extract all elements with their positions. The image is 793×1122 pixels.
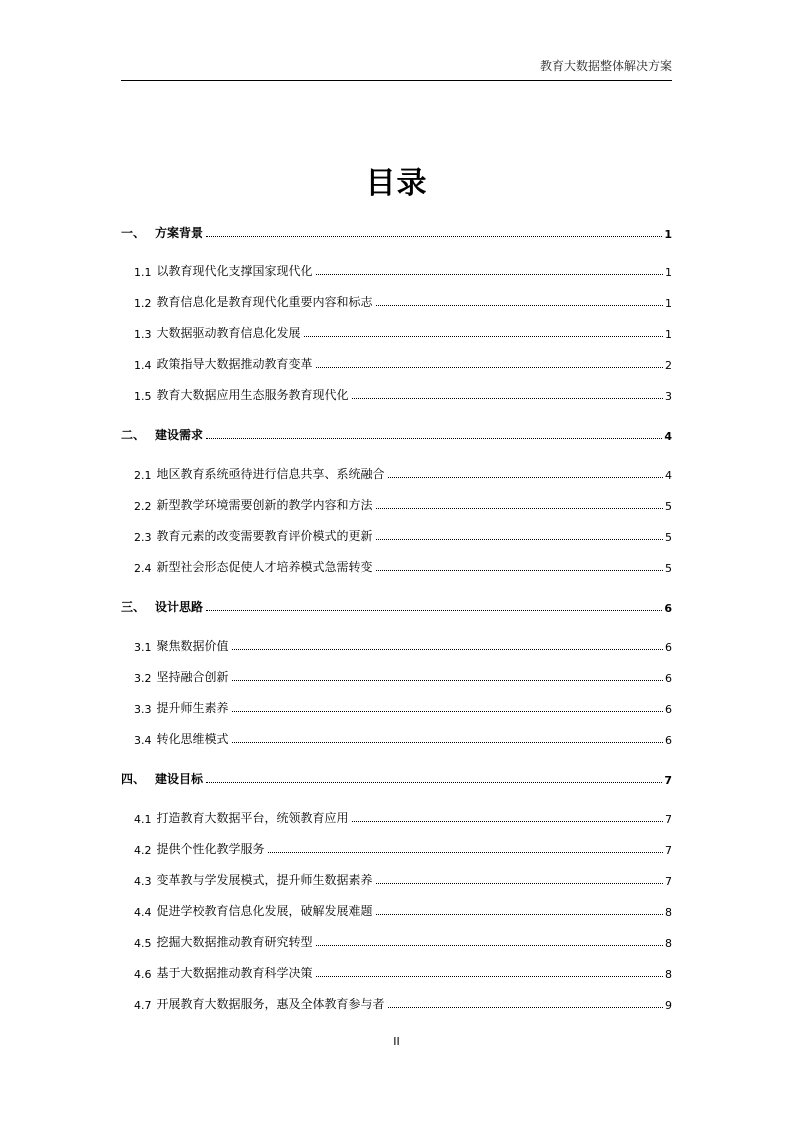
- toc-dot-leader: [232, 649, 663, 650]
- toc-section-entry[interactable]: [121, 769, 672, 787]
- toc-entry-page: 7: [665, 844, 672, 857]
- toc-entry-title: 教育信息化是教育现代化重要内容和标志: [156, 295, 373, 309]
- toc-dot-leader: [376, 914, 663, 915]
- toc-entry-title: 教育大数据应用生态服务教育现代化: [156, 388, 349, 402]
- toc-subsection-entry[interactable]: [121, 870, 672, 888]
- toc-entry-page: 4: [664, 430, 672, 443]
- toc-entry-page: 8: [665, 937, 672, 950]
- toc-subsection-entry[interactable]: [121, 323, 672, 341]
- toc-section-entry[interactable]: [121, 597, 672, 615]
- toc-subsection-entry[interactable]: [121, 495, 672, 513]
- toc-entry-title: 方案背景: [155, 226, 204, 240]
- toc-entry-page: 5: [665, 531, 672, 544]
- toc-subsection-entry[interactable]: [121, 557, 672, 575]
- toc-entry-page: 9: [665, 999, 672, 1012]
- toc-entry-title: 新型社会形态促使人才培养模式急需转变: [156, 560, 373, 574]
- toc-entry-number: 2.2: [134, 500, 152, 513]
- toc-entry-page: 8: [665, 906, 672, 919]
- toc-entry-page: 2: [665, 359, 672, 372]
- toc-dot-leader: [206, 782, 662, 783]
- toc-entry-number: 3.2: [134, 672, 152, 685]
- toc-entry-title: 打造教育大数据平台，统领教育应用: [156, 811, 349, 825]
- toc-dot-leader: [376, 883, 663, 884]
- toc-entry-number: 2.4: [134, 562, 152, 575]
- toc-dot-leader: [232, 742, 663, 743]
- page-number: II: [393, 1035, 400, 1048]
- toc-subsection-entry[interactable]: [121, 963, 672, 981]
- toc-section-entry[interactable]: [121, 425, 672, 443]
- toc-entry-title: 设计思路: [155, 600, 204, 614]
- toc-subsection-entry[interactable]: [121, 698, 672, 716]
- toc-entry-number: 四、: [121, 772, 146, 786]
- toc-entry-number: 2.3: [134, 531, 152, 544]
- toc-entry-page: 1: [665, 266, 672, 279]
- toc-entry-number: 2.1: [134, 469, 152, 482]
- toc-entry-title: 建设需求: [155, 428, 204, 442]
- toc-subsection-entry[interactable]: [121, 808, 672, 826]
- toc-dot-leader: [352, 821, 663, 822]
- toc-entry-number: 4.4: [134, 906, 152, 919]
- toc-entry-page: 6: [665, 672, 672, 685]
- toc-entry-number: 一、: [121, 226, 146, 240]
- toc-entry-page: 6: [665, 641, 672, 654]
- toc-entry-number: 4.2: [134, 844, 152, 857]
- toc-entry-page: 5: [665, 562, 672, 575]
- header-divider: [121, 80, 672, 81]
- toc-entry-title: 新型教学环境需要创新的教学内容和方法: [156, 498, 373, 512]
- toc-entry-number: 1.3: [134, 328, 152, 341]
- toc-dot-leader: [388, 477, 663, 478]
- toc-entry-title: 坚持融合创新: [156, 670, 229, 684]
- toc-entry-number: 4.1: [134, 813, 152, 826]
- toc-subsection-entry[interactable]: [121, 261, 672, 279]
- toc-entry-title: 提供个性化教学服务: [156, 842, 265, 856]
- toc-dot-leader: [232, 711, 663, 712]
- toc-dot-leader: [304, 336, 663, 337]
- toc-entry-page: 3: [665, 390, 672, 403]
- toc-subsection-entry[interactable]: [121, 292, 672, 310]
- toc-entry-number: 4.3: [134, 875, 152, 888]
- toc-dot-leader: [352, 398, 663, 399]
- toc-dot-leader: [232, 680, 663, 681]
- toc-subsection-entry[interactable]: [121, 932, 672, 950]
- toc-entry-title: 大数据驱动教育信息化发展: [156, 326, 301, 340]
- toc-dot-leader: [206, 438, 662, 439]
- toc-dot-leader: [316, 367, 663, 368]
- toc-subsection-entry[interactable]: [121, 839, 672, 857]
- toc-entry-page: 6: [665, 734, 672, 747]
- toc-entry-number: 3.1: [134, 641, 152, 654]
- toc-entry-title: 建设目标: [155, 772, 204, 786]
- toc-subsection-entry[interactable]: [121, 636, 672, 654]
- toc-dot-leader: [206, 610, 662, 611]
- toc-entry-page: 5: [665, 500, 672, 513]
- toc-title: 目录: [365, 166, 428, 201]
- toc-entry-title: 聚焦数据价值: [156, 639, 229, 653]
- toc-entry-page: 1: [664, 228, 672, 241]
- toc-dot-leader: [316, 976, 663, 977]
- toc-entry-title: 地区教育系统亟待进行信息共享、系统融合: [156, 467, 385, 481]
- toc-subsection-entry[interactable]: [121, 464, 672, 482]
- toc-section-entry[interactable]: [121, 223, 672, 241]
- toc-entry-page: 8: [665, 968, 672, 981]
- toc-entry-number: 1.2: [134, 297, 152, 310]
- toc-subsection-entry[interactable]: [121, 526, 672, 544]
- toc-entry-title: 挖掘大数据推动教育研究转型: [156, 935, 313, 949]
- toc-entry-number: 3.4: [134, 734, 152, 747]
- toc-subsection-entry[interactable]: [121, 901, 672, 919]
- header-title: 教育大数据整体解决方案: [539, 59, 672, 73]
- toc-entry-number: 1.4: [134, 359, 152, 372]
- toc-entry-title: 变革教与学发展模式，提升师生数据素养: [156, 873, 373, 887]
- toc-dot-leader: [376, 508, 663, 509]
- toc-entry-page: 1: [665, 328, 672, 341]
- toc-dot-leader: [388, 1007, 663, 1008]
- toc-subsection-entry[interactable]: [121, 385, 672, 403]
- toc-entry-page: 4: [665, 469, 672, 482]
- toc-entry-number: 三、: [121, 600, 146, 614]
- toc-subsection-entry[interactable]: [121, 354, 672, 372]
- toc-entry-number: 4.7: [134, 999, 152, 1012]
- toc-entry-page: 6: [664, 602, 672, 615]
- toc-subsection-entry[interactable]: [121, 729, 672, 747]
- toc-entry-number: 4.6: [134, 968, 152, 981]
- toc-entry-title: 教育元素的改变需要教育评价模式的更新: [156, 529, 373, 543]
- toc-subsection-entry[interactable]: [121, 667, 672, 685]
- toc-dot-leader: [268, 852, 663, 853]
- toc-entry-number: 二、: [121, 428, 146, 442]
- toc-entry-number: 1.1: [134, 266, 152, 279]
- toc-dot-leader: [206, 236, 662, 237]
- toc-entry-title: 转化思维模式: [156, 732, 229, 746]
- toc-entry-page: 7: [664, 774, 672, 787]
- toc-entry-number: 1.5: [134, 390, 152, 403]
- toc-dot-leader: [376, 570, 663, 571]
- toc-subsection-entry[interactable]: [121, 994, 672, 1012]
- toc-entry-page: 7: [665, 813, 672, 826]
- toc-entry-page: 7: [665, 875, 672, 888]
- toc-entry-title: 以教育现代化支撑国家现代化: [156, 264, 313, 278]
- toc-entry-title: 政策指导大数据推动教育变革: [156, 357, 313, 371]
- toc-dot-leader: [376, 539, 663, 540]
- toc-dot-leader: [316, 274, 663, 275]
- toc-dot-leader: [376, 305, 663, 306]
- toc-entry-title: 提升师生素养: [156, 701, 229, 715]
- toc-entry-number: 4.5: [134, 937, 152, 950]
- toc-entry-title: 促进学校教育信息化发展，破解发展难题: [156, 904, 373, 918]
- toc-entry-number: 3.3: [134, 703, 152, 716]
- toc-entry-title: 基于大数据推动教育科学决策: [156, 966, 313, 980]
- toc-entry-page: 1: [665, 297, 672, 310]
- toc-dot-leader: [316, 945, 663, 946]
- toc-entry-title: 开展教育大数据服务，惠及全体教育参与者: [156, 997, 385, 1011]
- toc-entry-page: 6: [665, 703, 672, 716]
